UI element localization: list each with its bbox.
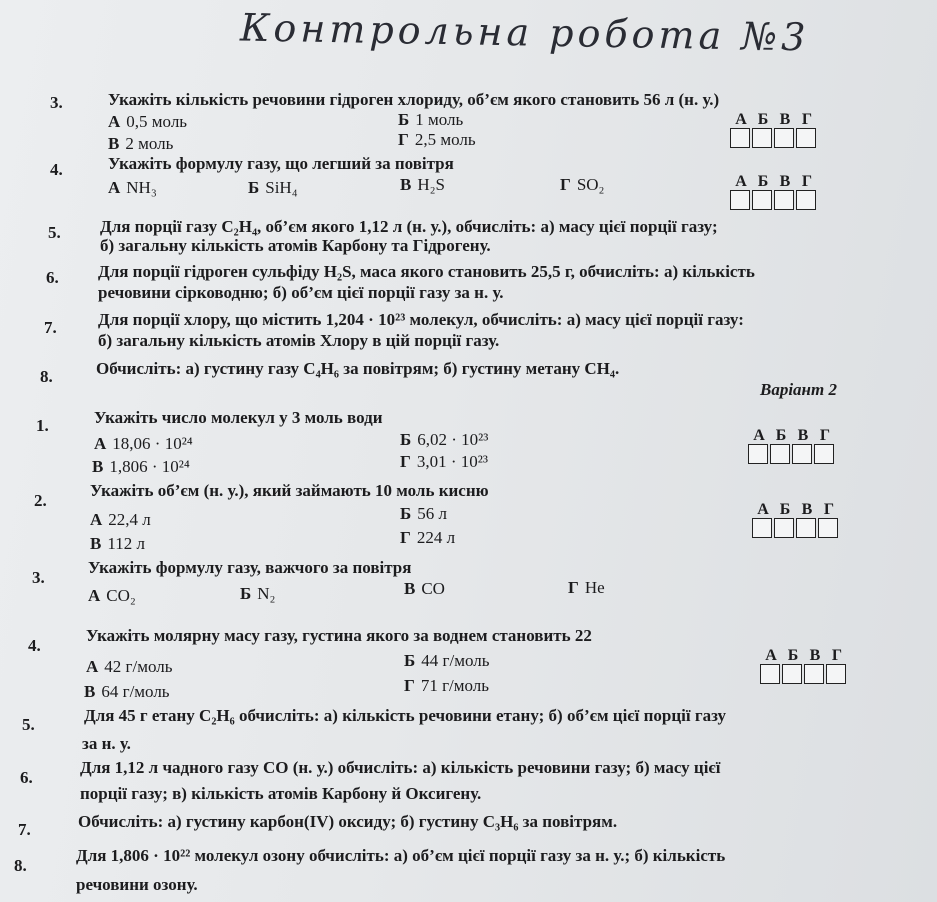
option-b: Б 6,02 · 10²³ [400, 430, 489, 449]
option-b: Б 1 моль [398, 110, 464, 129]
question-text: речовини сірководню; б) об’єм цієї порції газу за н. у. [98, 283, 504, 302]
answer-grid: А Б В Г [752, 502, 840, 538]
question-number: 4. [28, 636, 41, 655]
question-text: Обчисліть: а) густину газу C₄H₆ за повітрям; б) густину метану CH₄. [96, 359, 620, 378]
question-number: 6. [46, 268, 59, 287]
option-c: В H₂S [400, 175, 446, 194]
question-text: б) загальну кількість атомів Карбону та Гідрогену. [100, 236, 491, 255]
option-a: А 0,5 моль [108, 112, 188, 131]
question-number: 4. [50, 160, 63, 179]
answer-box-d[interactable] [796, 128, 816, 148]
answer-box-b[interactable] [770, 444, 790, 464]
option-d: Г 71 г/моль [404, 676, 490, 695]
question-number: 7. [44, 318, 57, 337]
question-text: за н. у. [82, 734, 131, 753]
question-text: Для порції газу C₂H₄, об’єм якого 1,12 л (н. у.), обчисліть: а) масу цієї порції газу; [100, 217, 718, 236]
option-c: В CO [404, 579, 445, 598]
question-number: 3. [32, 568, 45, 587]
answer-box-c[interactable] [804, 664, 824, 684]
answer-grid: А Б В Г [748, 428, 836, 464]
question-number: 8. [40, 367, 53, 386]
question-text: Для 1,12 л чадного газу CO (н. у.) обчисліть: а) кількість речовини газу; б) масу цієї [80, 758, 721, 777]
answer-box-b[interactable] [752, 128, 772, 148]
option-b: Б 44 г/моль [404, 651, 490, 670]
answer-box-d[interactable] [796, 190, 816, 210]
page-title: Контрольна робота №3 [239, 5, 810, 60]
option-a: А 42 г/моль [86, 657, 173, 676]
question-text: Укажіть число молекул у 3 моль води [94, 408, 383, 427]
option-b: Б N₂ [240, 584, 276, 603]
answer-box-a[interactable] [752, 518, 772, 538]
answer-box-d[interactable] [826, 664, 846, 684]
option-c: В 64 г/моль [84, 682, 170, 701]
option-d: Г SO₂ [560, 175, 605, 194]
question-number: 2. [34, 491, 47, 510]
option-a: А CO₂ [88, 586, 136, 605]
answer-grid: А Б В Г [730, 174, 818, 210]
option-a: А NH₃ [108, 178, 157, 197]
option-c: В 112 л [90, 534, 145, 553]
option-c: В 2 моль [108, 134, 174, 153]
question-text: Укажіть кількість речовини гідроген хлориду, об’єм якого становить 56 л (н. у.) [108, 90, 720, 109]
option-a: А 22,4 л [90, 510, 151, 529]
variant-heading: Варіант 2 [760, 380, 837, 399]
question-text: б) загальну кількість атомів Хлору в цій порції газу. [98, 331, 500, 350]
question-text: Укажіть формулу газу, що легший за повітря [108, 154, 454, 173]
option-b: Б 56 л [400, 504, 447, 523]
answer-box-c[interactable] [774, 128, 794, 148]
question-text: Укажіть об’єм (н. у.), який займають 10 моль кисню [90, 481, 489, 500]
question-text: Для 45 г етану C₂H₆ обчисліть: а) кількість речовини етану; б) об’єм цієї порції газу [84, 706, 727, 725]
option-b: Б SiH₄ [248, 178, 298, 197]
question-number: 7. [18, 820, 31, 839]
option-c: В 1,806 · 10²⁴ [92, 457, 190, 476]
question-text: Укажіть молярну масу газу, густина якого за воднем становить 22 [86, 626, 592, 645]
question-text: Обчисліть: а) густину карбон(IV) оксиду; б) густину C₃H₆ за повітрям. [78, 812, 618, 831]
question-number: 8. [14, 856, 27, 875]
question-text: порції газу; в) кількість атомів Карбону й Оксигену. [80, 784, 482, 803]
answer-box-d[interactable] [818, 518, 838, 538]
answer-box-a[interactable] [748, 444, 768, 464]
question-number: 5. [22, 715, 35, 734]
question-text: Для 1,806 · 10²² молекул озону обчисліть: а) об’єм цієї порції газу за н. у.; б) кількість [76, 846, 726, 865]
question-text: Для порції гідроген сульфіду H₂S, маса якого становить 25,5 г, обчисліть: а) кількість [98, 262, 755, 281]
question-number: 5. [48, 223, 61, 242]
answer-box-a[interactable] [730, 128, 750, 148]
answer-box-a[interactable] [760, 664, 780, 684]
answer-box-d[interactable] [814, 444, 834, 464]
question-number: 1. [36, 416, 49, 435]
answer-box-a[interactable] [730, 190, 750, 210]
answer-grid: А Б В Г [730, 112, 818, 148]
question-text: Укажіть формулу газу, важчого за повітря [88, 558, 412, 577]
option-d: Г 2,5 моль [398, 130, 476, 149]
option-d: Г 3,01 · 10²³ [400, 452, 488, 471]
answer-box-c[interactable] [796, 518, 816, 538]
answer-box-c[interactable] [792, 444, 812, 464]
option-d: Г He [568, 578, 605, 597]
option-d: Г 224 л [400, 528, 456, 547]
answer-grid: А Б В Г [760, 648, 848, 684]
option-a: А 18,06 · 10²⁴ [94, 434, 193, 453]
answer-box-b[interactable] [774, 518, 794, 538]
question-text: Для порції хлору, що містить 1,204 · 10²³ молекул, обчисліть: а) масу цієї порції газу: [98, 310, 744, 329]
question-text: речовини озону. [76, 875, 198, 894]
question-number: 6. [20, 768, 33, 787]
question-number: 3. [50, 93, 63, 112]
answer-box-b[interactable] [752, 190, 772, 210]
answer-box-b[interactable] [782, 664, 802, 684]
answer-box-c[interactable] [774, 190, 794, 210]
